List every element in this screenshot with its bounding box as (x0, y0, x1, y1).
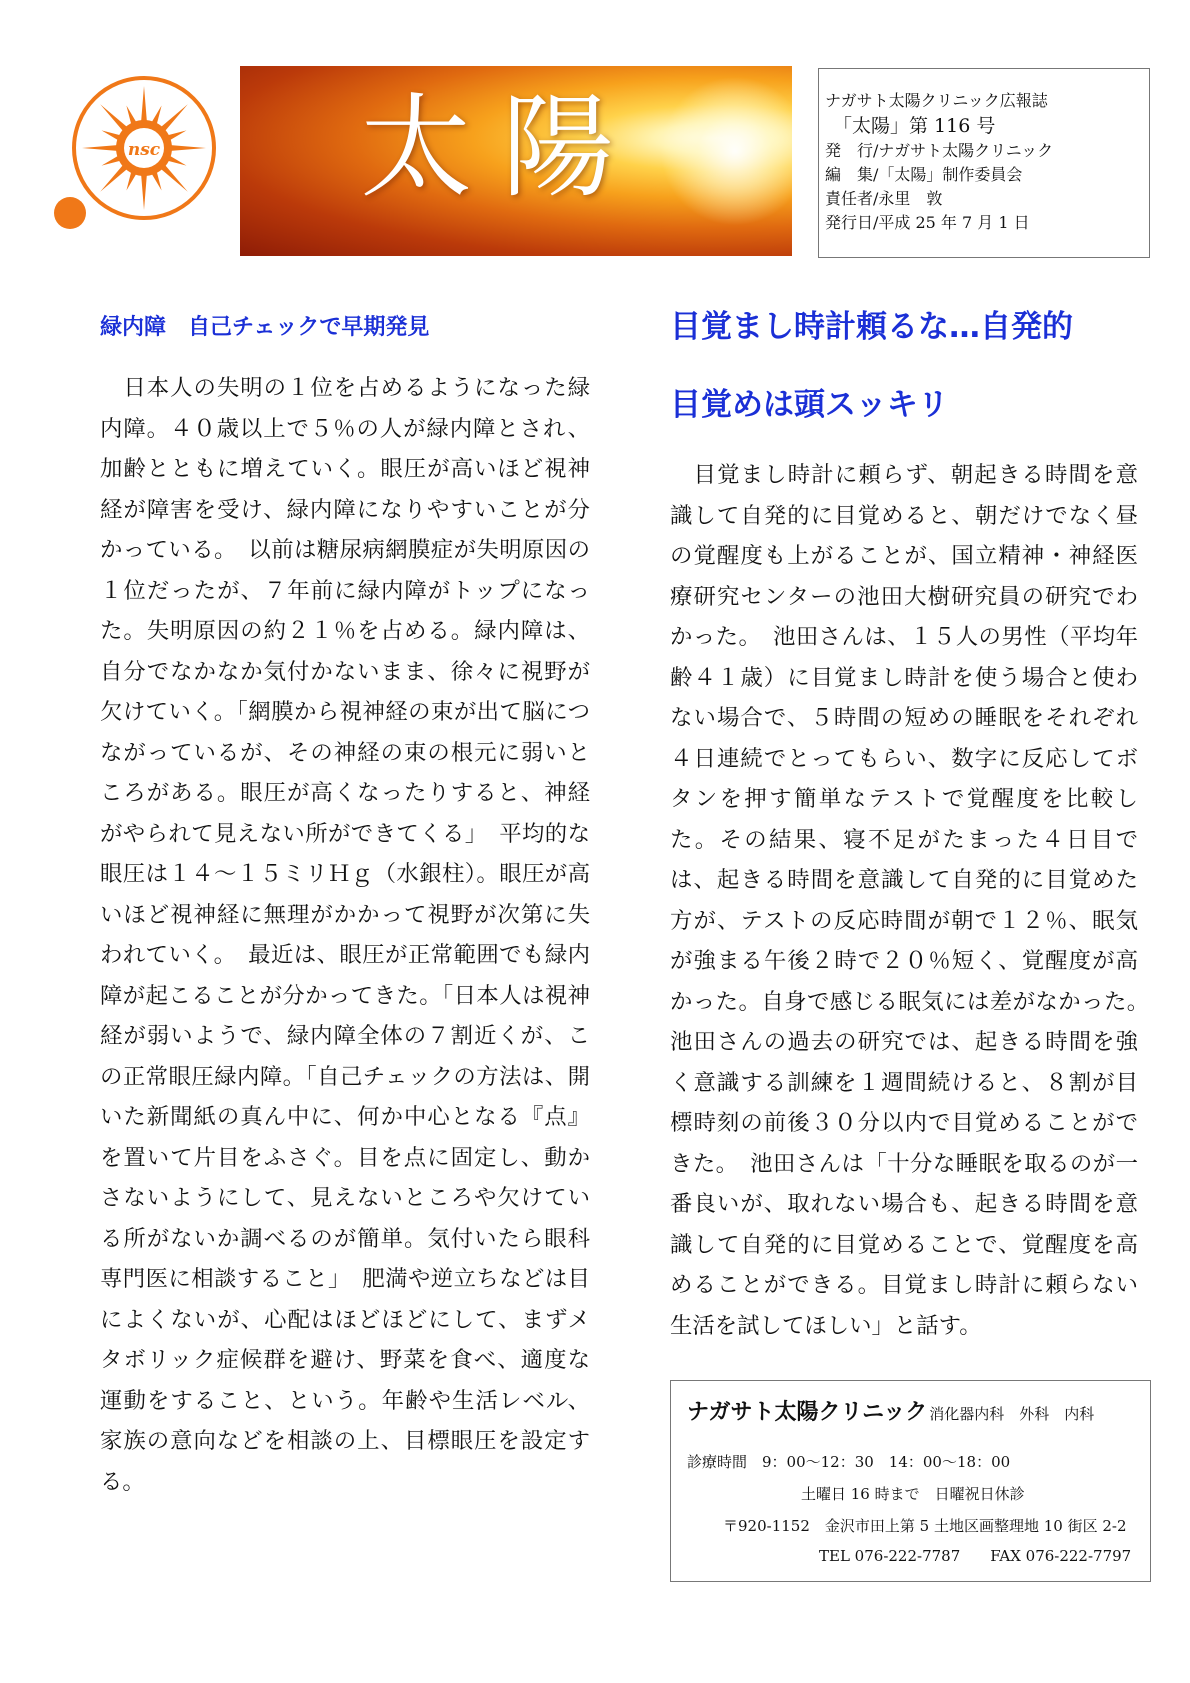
masthead-title: 太陽 (360, 83, 644, 213)
clinic-departments: 消化器内科 外科 内科 (929, 1405, 1095, 1423)
sun-ray (82, 145, 120, 151)
publication-name: ナガサト太陽クリニック広報誌 (825, 91, 1048, 110)
clinic-name: ナガサト太陽クリニック (687, 1400, 928, 1425)
responsible-person: 責任者/永里 敦 (825, 189, 943, 208)
sun-ray (141, 172, 147, 210)
sun-glow (660, 76, 792, 226)
editor: 編 集/「太陽」制作委員会 (825, 165, 1023, 184)
publisher: 発 行/ナガサト太陽クリニック (825, 141, 1054, 160)
sun-ray (168, 145, 206, 151)
clinic-fax: FAX 076-222-7797 (990, 1547, 1132, 1565)
right-headline-line-1: 目覚まし時計頼るな…自発的 (670, 309, 1073, 345)
left-article-body: 日本人の失明の１位を占めるようになった緑内障。４０歳以上で５％の人が緑内障とされ、加齢とともに増えていく。眼圧が高いほど視神経が障害を受け、緑内障になりやすいことが分かっている。 以前は糖尿病網膜症が失明原因の１位だったが、７年前に緑内障がトップになった。失明原因の約２１％を占める。緑内障は、自分でなかなか気付かないまま、徐々に視野が欠けていく。「網膜から視神経の束が出て脳につながっているが、その神経の束の根元に弱いところがある。眼圧が高くなったりすると、神経がやられて見えない所ができてくる」 平均的な眼圧は１４～１５ミリＨｇ（水銀柱）。眼圧が高いほど視神経に無理がかかって視野が次第に失われていく。 最近は、眼圧が正常範囲でも緑内障が起こることが分かってきた。「日本人は視神経が弱いようで、緑内障全体の７割近くが、この正常眼圧緑内障。「自己チェックの方法は、開いた新聞紙の真ん中に、何か中心となる『点』を置いて片目をふさぐ。目を点に固定し、動かさないようにして、見えないところや欠けている所がないか調べるのが簡単。気付いたら眼科専門医に相談すること」 肥満や逆立ちなどは目によくないが、心配はほどほどにして、まずメタボリック症候群を避け、野菜を食べ、適度な運動をすること、という。年齢や生活レベル、家族の意向などを相談の上、目標眼圧を設定する。 (100, 375, 590, 1495)
clinic-name-row (687, 1395, 1094, 1426)
right-headline-line-2: 目覚めは頭スッキリ (670, 387, 949, 423)
left-article-headline: 緑内障 自己チェックで早期発見 (100, 315, 430, 340)
right-article-headline (670, 288, 1150, 444)
clinic-hours: 診療時間 9：00～12：30 14：00～18：00 (687, 1453, 1011, 1471)
masthead-banner (240, 66, 792, 256)
right-article-body: 目覚まし時計に頼らず、朝起きる時間を意識して自発的に目覚めると、朝だけでなく昼の覚醒度も上がることが、国立精神・神経医療研究センターの池田大樹研究員の研究でわかった。 池田さんは、１５人の男性（平均年齢４１歳）に目覚まし時計を使う場合と使わない場合で、５時間の短めの睡眠をそれぞれ４日連続でとってもらい、数字に反応してボタンを押す簡単なテストで覚醒度を比較した。その結果、寝不足がたまった４日目では、起きる時間を意識して自発的に目覚めた方が、テストの反応時間が朝で１２％、眠気が強まる午後２時で２０％短く、覚醒度が高かった。自身で感じる眠気には差がなかった。 池田さんの過去の研究では、起きる時間を強く意識する訓練を１週間続けると、８割が目標時刻の前後３０分以内で目覚めることができた。 池田さんは「十分な睡眠を取るのが一番良いが、取れない場合も、起きる時間を意識して自発的に目覚めることで、覚醒度を高めることができる。目覚まし時計に頼らない生活を試してほしい」と話す。 (670, 462, 1161, 1339)
issue-number: 「太陽」第 116 号 (833, 115, 996, 137)
issue-date: 発行日/平成 25 年 7 月 1 日 (825, 213, 1030, 232)
sun-ray (141, 86, 147, 124)
clinic-info (670, 1380, 1151, 1582)
clinic-phones (819, 1547, 1131, 1565)
sun-logo-icon (42, 68, 222, 248)
clinic-address: 〒920-1152 金沢市田上第 5 土地区画整理地 10 街区 2-2 (723, 1517, 1127, 1535)
logo-text: nsc (127, 140, 161, 160)
publication-info (818, 68, 1150, 258)
clinic-logo (42, 68, 222, 248)
clinic-tel: TEL 076-222-7787 (819, 1547, 961, 1565)
clinic-closed-days: 土曜日 16 時まで 日曜祝日休診 (801, 1485, 1025, 1503)
